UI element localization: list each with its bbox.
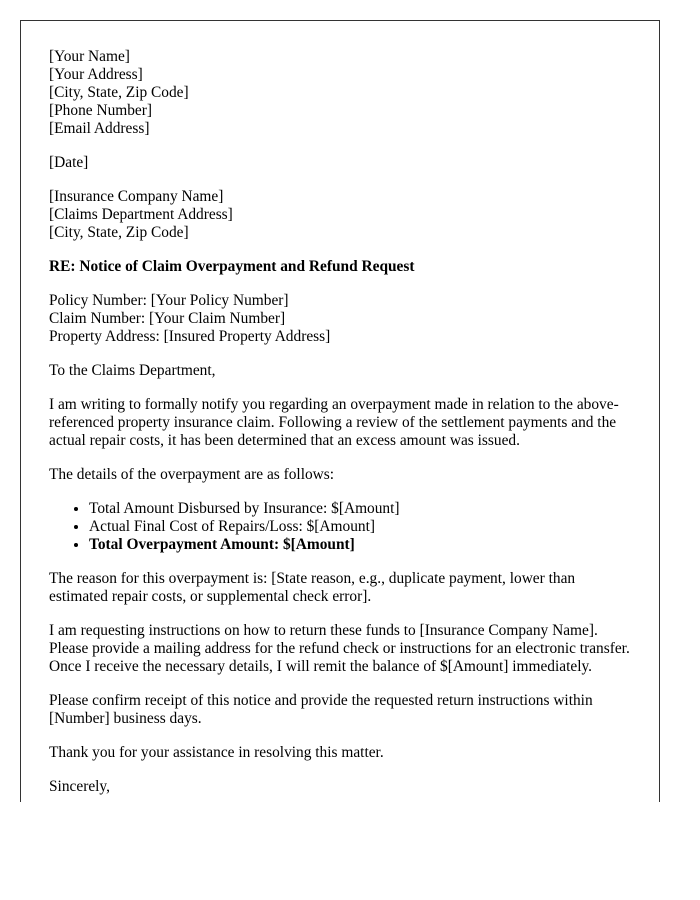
letter-page (20, 20, 660, 802)
paragraph-intro: I am writing to formally notify you regarding an overpayment made in relation to the above-referenced property insurance claim. Following a review of the settlement payments and the actual repair costs, it has been determined that an excess amount was issued. (49, 396, 619, 449)
sender-email: [Email Address] (49, 120, 150, 137)
closing: Sincerely, (49, 778, 110, 795)
date: [Date] (49, 154, 89, 171)
paragraph-reason: The reason for this overpayment is: [State reason, e.g., duplicate payment, lower than estimated repair costs, or supplemental check error]. (49, 570, 576, 605)
sender-address: [Your Address] (49, 66, 143, 83)
list-item (89, 536, 631, 554)
overpayment-details-list (49, 500, 631, 554)
policy-number: Policy Number: [Your Policy Number] (49, 292, 289, 309)
recipient-block (49, 188, 631, 242)
sender-city: [City, State, Zip Code] (49, 84, 189, 101)
paragraph-details-intro: The details of the overpayment are as follows: (49, 466, 335, 483)
total-overpayment: Total Overpayment Amount: $[Amount] (89, 536, 355, 553)
list-item: • Actual Final Cost of Repairs/Loss: $[Amount] (89, 518, 631, 536)
recipient-company: [Insurance Company Name] (49, 188, 224, 205)
sender-name: [Your Name] (49, 48, 130, 65)
reference-block (49, 292, 631, 346)
paragraph-request: I am requesting instructions on how to return these funds to [Insurance Company Name]. Please provide a mailing address for the refund check or instructions for an electronic transfer. Once I receive the necessary details, I will remit the balance of $[Amount] immediately. (49, 622, 630, 675)
claim-number: Claim Number: [Your Claim Number] (49, 310, 286, 327)
subject-line: RE: Notice of Claim Overpayment and Refund Request (49, 258, 415, 275)
salutation: To the Claims Department, (49, 362, 216, 379)
recipient-address: [Claims Department Address] (49, 206, 233, 223)
property-address: Property Address: [Insured Property Address] (49, 328, 331, 345)
sender-phone: [Phone Number] (49, 102, 153, 119)
paragraph-thanks: Thank you for your assistance in resolving this matter. (49, 744, 384, 761)
sender-block (49, 48, 631, 138)
paragraph-confirm: Please confirm receipt of this notice and provide the requested return instructions within [Number] business days. (49, 692, 593, 727)
recipient-city: [City, State, Zip Code] (49, 224, 189, 241)
list-item: • Total Amount Disbursed by Insurance: $[Amount] (89, 500, 631, 518)
